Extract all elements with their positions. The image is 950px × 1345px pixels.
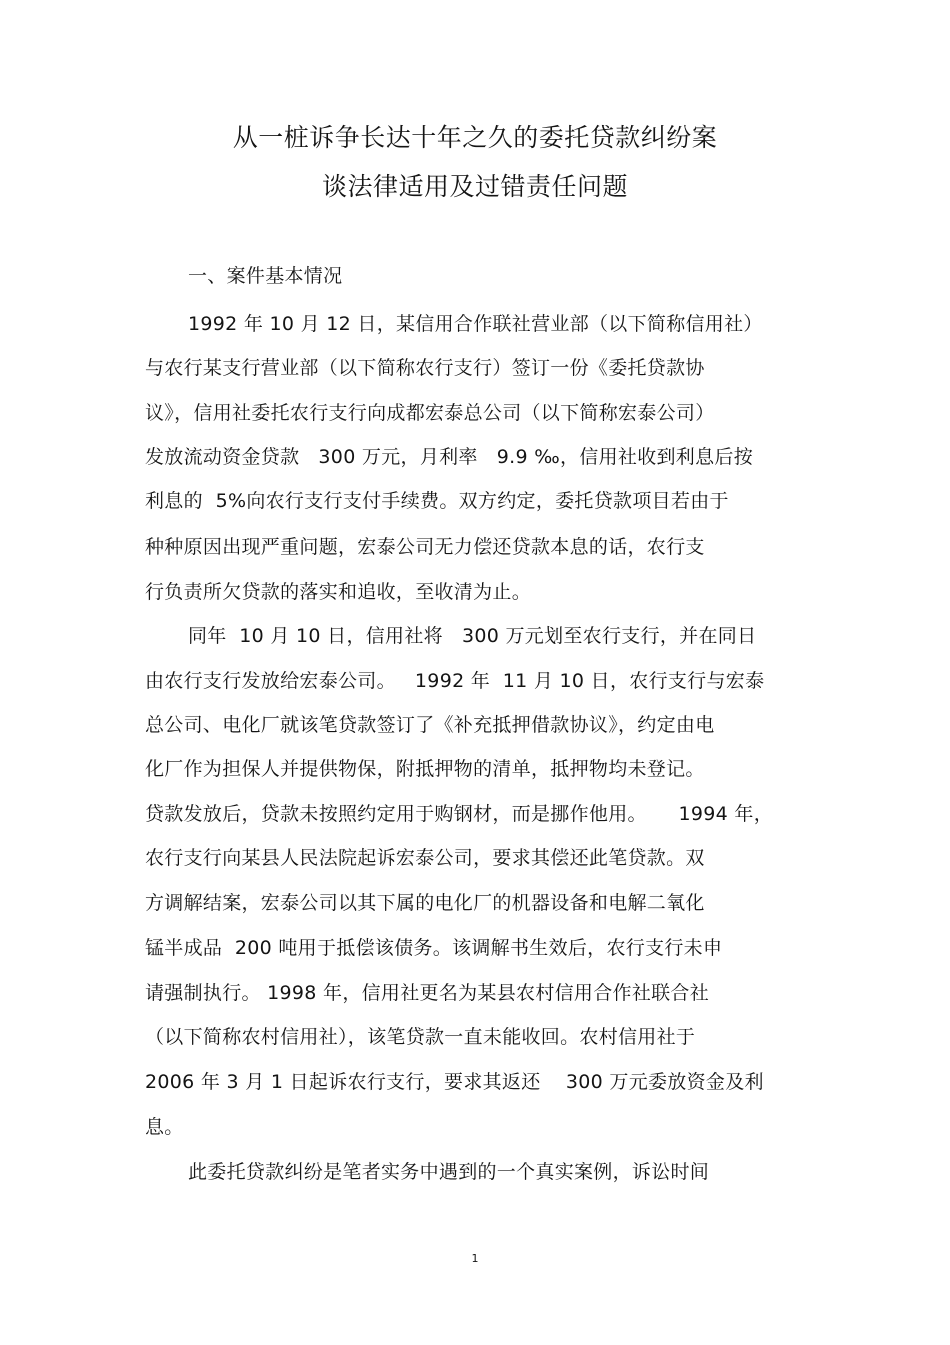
- paragraph-2-line: 息。: [145, 1116, 184, 1138]
- paragraph-2-line: 化厂作为担保人并提供物保，附抵押物的清单，抵押物均未登记。: [145, 758, 705, 780]
- paragraph-2-line: 2006 年 3 月 1 日起诉农行支行，要求其返还 300 万元委放资金及利: [145, 1071, 764, 1093]
- paragraph-1-line: 与农行某支行营业部（以下简称农行支行）签订一份《委托贷款协: [145, 357, 705, 379]
- paragraph-2-line: 由农行支行发放给宏泰公司。 1992 年 11 月 10 日，农行支行与宏泰: [145, 670, 765, 692]
- paragraph-2-line: 贷款发放后，贷款未按照约定用于购钢材，而是挪作他用。 1994 年，: [145, 803, 773, 825]
- paragraph-1-line: 发放流动资金贷款 300 万元，月利率 9.9 ‰，信用社收到利息后按: [145, 446, 753, 468]
- paragraph-2-line: 锰半成品 200 吨用于抵偿该债务。该调解书生效后，农行支行未申: [145, 937, 723, 959]
- paragraph-1-line: 利息的 5%向农行支行支付手续费。双方约定，委托贷款项目若由于: [145, 490, 729, 512]
- paragraph-2-line: 同年 10 月 10 日，信用社将 300 万元划至农行支行，并在同日: [188, 625, 757, 647]
- paragraph-2-line: 方调解结案，宏泰公司以其下属的电化厂的机器设备和电解二氧化: [145, 892, 705, 914]
- paragraph-1-line: 1992 年 10 月 12 日，某信用合作联社营业部（以下简称信用社）: [188, 313, 763, 335]
- paragraph-1-line: 行负责所欠贷款的落实和追收，至收清为止。: [145, 581, 532, 603]
- document-title-line-1: 从一桩诉争长达十年之久的委托贷款纠纷案: [232, 123, 718, 152]
- paragraph-1-line: 议》，信用社委托农行支行向成都宏泰总公司（以下简称宏泰公司）: [145, 402, 715, 424]
- document-title-line-2: 谈法律适用及过错责任问题: [321, 172, 628, 201]
- paragraph-2-line: 农行支行向某县人民法院起诉宏泰公司，要求其偿还此笔贷款。双: [145, 847, 705, 869]
- paragraph-3-line: 此委托贷款纠纷是笔者实务中遇到的一个真实案例，诉讼时间: [188, 1161, 710, 1183]
- paragraph-2-line: 总公司、电化厂就该笔贷款签订了《补充抵押借款协议》，约定由电: [145, 714, 715, 736]
- page-number: 1: [471, 1252, 479, 1265]
- paragraph-2-line: （以下简称农村信用社），该笔贷款一直未能收回。农村信用社于: [145, 1026, 696, 1048]
- paragraph-1-line: 种种原因出现严重问题，宏泰公司无力偿还贷款本息的话，农行支: [145, 536, 705, 558]
- section-heading: 一、案件基本情况: [188, 265, 343, 287]
- paragraph-2-line: 请强制执行。 1998 年，信用社更名为某县农村信用合作社联合社: [145, 982, 710, 1004]
